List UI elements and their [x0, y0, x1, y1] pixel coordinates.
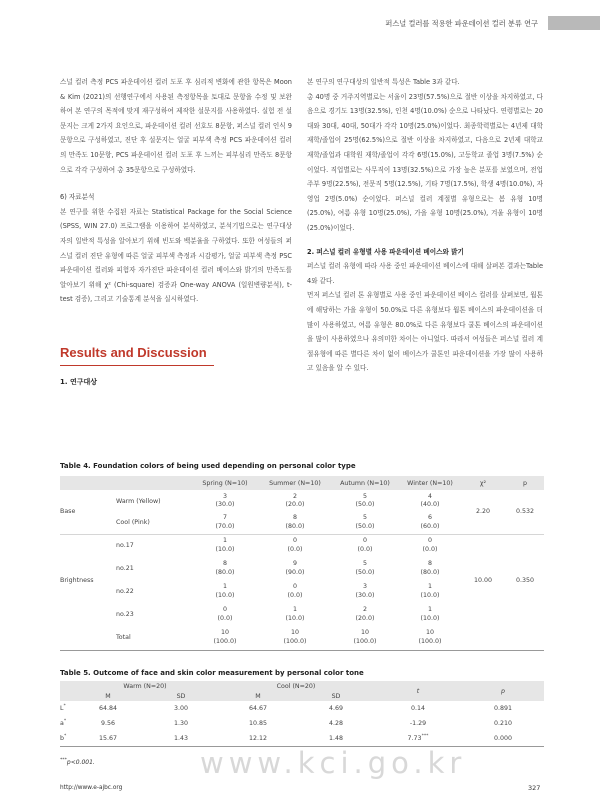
section-2-heading: 2. 퍼스널 컬러 유형별 사용 파운데이션 베이스와 밝기 — [307, 247, 464, 256]
table-row — [60, 701, 544, 716]
table-cell: (50.0) — [355, 522, 375, 530]
results-heading: Results and Discussion — [60, 345, 207, 360]
table5-header-t: t — [416, 687, 420, 695]
table5-sub-m: M — [255, 692, 261, 700]
running-header — [0, 0, 600, 38]
table-cell: (10.0) — [285, 614, 305, 622]
table5-sub-m: M — [105, 692, 111, 700]
table5-header-warm: Warm (N=20) — [123, 682, 167, 690]
table-cell: 1 — [222, 537, 227, 545]
table-cell: 1.43 — [173, 734, 189, 742]
table-cell: (100.0) — [213, 637, 237, 645]
table-cell: 7.73 — [407, 735, 422, 743]
table4-brightness-p: 0.350 — [515, 576, 535, 584]
footnote-sup: *** — [60, 758, 67, 763]
table-row — [60, 716, 544, 731]
header-bar — [548, 16, 600, 30]
table-cell: (0.0) — [217, 614, 233, 622]
table4-header-autumn: Autumn (N=10) — [340, 479, 390, 487]
table-cell: 1.48 — [328, 734, 344, 742]
table5-row-label: b — [60, 735, 64, 743]
right-paragraph-3: 퍼스널 컬러 유형에 따라 사용 중인 파운데이션 베이스에 대해 살펴본 결과는Table 4와 같다. — [307, 262, 543, 285]
table-cell: (80.0) — [420, 568, 440, 576]
table5-caption: Table 5. Outcome of face and skin color measurement by personal color tone — [60, 669, 364, 677]
table-cell: 0 — [362, 537, 367, 545]
table-row — [60, 731, 544, 746]
data-analysis-subheading: 6) 자료분석 — [60, 193, 95, 202]
table-cell: (10.0) — [215, 545, 235, 553]
table4-base-chi: 2.20 — [460, 490, 506, 534]
table-cell: 8 — [292, 514, 297, 522]
table-cell: 9 — [292, 560, 297, 568]
table-cell: (20.0) — [355, 614, 375, 622]
table-cell: 4 — [427, 492, 432, 500]
table-cell: (40.0) — [420, 501, 440, 508]
table-cell: 12.12 — [248, 734, 268, 742]
journal-url: http://www.e-ajbc.org — [60, 785, 123, 791]
table-cell: (80.0) — [285, 522, 305, 530]
table-cell: (0.0) — [357, 545, 373, 553]
table-cell: 15.67 — [98, 734, 118, 742]
table-cell: 5 — [362, 514, 367, 522]
table-cell: 9.56 — [100, 720, 116, 727]
table4-row-label: no.22 — [116, 588, 134, 595]
table-cell: 1 — [427, 606, 432, 614]
table5-row-sup: * — [64, 734, 67, 740]
page-number: 327 — [528, 784, 541, 792]
table-cell: (50.0) — [355, 501, 375, 508]
table-cell: (90.0) — [285, 568, 305, 576]
table-cell: (0.0) — [287, 545, 303, 553]
table-cell: 3.00 — [173, 705, 189, 712]
table-cell: 64.84 — [98, 705, 118, 712]
table-cell: 2 — [292, 492, 297, 500]
table-cell: (100.0) — [283, 637, 307, 645]
table-cell: (10.0) — [215, 591, 235, 599]
results-rule — [60, 365, 214, 366]
table5-sub-sd: SD — [331, 692, 341, 700]
table-cell: (30.0) — [215, 501, 235, 508]
table4-row-label: Cool (Pink) — [116, 512, 190, 534]
table-row — [60, 534, 544, 557]
table4-header-cell — [60, 476, 116, 490]
table-cell: 64.67 — [248, 705, 268, 712]
table-cell: 10 — [290, 629, 299, 637]
table-cell: 3 — [222, 492, 227, 500]
table4-caption: Table 4. Foundation colors of being used depending on personal color type — [60, 462, 356, 470]
table5-sub-sd: SD — [176, 692, 186, 700]
table-cell: 0.210 — [493, 720, 513, 727]
table4-header-winter: Winter (N=10) — [407, 479, 453, 487]
table-cell: 10 — [425, 629, 434, 637]
table4 — [60, 476, 544, 651]
table4-row-label: no.21 — [116, 565, 134, 572]
table-cell: 6 — [427, 514, 432, 522]
table-cell: 0 — [292, 537, 297, 545]
table-cell: 7 — [222, 514, 227, 522]
table4-header-row — [60, 476, 544, 490]
table-cell: 0 — [222, 606, 227, 614]
table-cell: (30.0) — [355, 591, 375, 599]
table-cell: (60.0) — [420, 522, 440, 530]
left-paragraph-2: 본 연구를 위한 수집된 자료는 Statistical Package for the Social Science (SPSS, WIN 27.0) 프로그램을 이용하여 분석하였고, 분석기법으로는 연구대상자의 일반적 특성을 알아보기 위해 빈도와 백분율을 구하였다. 또한 여성들의 퍼스널 컬러 진단 유형에 따른 얼굴 피부색 측정과 시감평가, 얼굴 피부색 측정 PSC 파운데이션 컬러와 피험자 자가진단 파운데이션 컬러 베이스와 밝기의 만족도를 알아보기 위해 χ² (Chi-square) 검증과 One-way ANOVA (일원변량분석), t-test 검증), 그리고 기술통계 분석을 실시하였다. — [60, 207, 292, 304]
table4-header-cell — [116, 476, 190, 490]
table-cell: (80.0) — [215, 568, 235, 576]
table4-header-summer: Summer (N=10) — [269, 479, 321, 487]
significance-mark: *** — [421, 734, 429, 740]
table4-header-p: p — [523, 479, 527, 487]
table-cell: (50.0) — [355, 568, 375, 576]
table-cell: 0.891 — [493, 705, 513, 712]
table4-group-base: Base — [60, 490, 116, 534]
table5-header-cool: Cool (N=20) — [276, 682, 316, 690]
table-cell: (0.0) — [287, 591, 303, 599]
table-cell: 0.14 — [410, 705, 426, 712]
table-cell: -1.29 — [409, 720, 427, 727]
table-cell: 1.30 — [173, 720, 189, 727]
table-row — [60, 626, 544, 650]
table4-group-brightness: Brightness — [60, 576, 94, 584]
table4-base-p: 0.532 — [506, 490, 544, 534]
table4-row-label: Warm (Yellow) — [116, 497, 161, 505]
left-column — [60, 75, 292, 307]
right-paragraph-4: 먼저 퍼스널 컬러 톤 유형별로 사용 중인 파운데이션 베이스 컬러를 살펴보면, 웜톤에 해당하는 가을 유형이 50.0%로 다른 유형보다 웜톤 베이스의 파운데이션을 더 많이 사용하였고, 여름 유형은 80.0%로 다른 유형보다 쿨톤 베이스의 파운데이션을 많이 사용하였으나 유의미한 차이는 아니었다. 따라서 여성들은 퍼스널 컬러 계절유형에 따른 별다른 차이 없이 베이스가 쿨톤인 파운데이션을 가장 많이 사용하고 있음을 알 수 있다. — [307, 291, 543, 373]
table4-total-label: Total — [116, 634, 131, 642]
table-cell: (10.0) — [420, 614, 440, 622]
table4-row-label: no.23 — [116, 611, 134, 618]
running-title: 퍼스널 컬러를 적용한 파운데이션 컬러 분류 연구 — [385, 19, 538, 28]
table-cell: 4.28 — [328, 720, 344, 727]
table5-row-label: a — [60, 720, 64, 728]
right-paragraph-2: 총 40명 중 거주지역별로는 서울이 23명(57.5%)으로 절반 이상을 차지하였고, 다음으로 경기도 13명(32.5%), 인천 4명(10.0%) 순으로 나타났다. 연령별로는 20대와 30대, 40대, 50대가 각각 10명(25.0%)이었다. 최종학력별로는 4년제 대학 재학/졸업이 25명(62.5%)으로 절반 이상을 차지하였고, 다음으로 2년제 대학교 재학/졸업과 대학원 재학/졸업이 각각 6명(15.0%), 고등학교 졸업 3명(7.5%) 순이었다. 직업별로는 사무직이 13명(32.5%)으로 가장 높은 분포를 보였으며, 전업주부 9명(22.5%), 전문직 5명(12.5%), 기타 7명(17.5%), 학생 4명(10.0%), 자영업 2명(5.0%) 순이었다. 퍼스널 컬러 계절별 유형으로는 봄 유형 10명(25.0%), 여름 유형 10명(25.0%), 가을 유형 10명(25.0%), 겨울 유형이 10명(25.0%)이었다. — [307, 92, 543, 232]
table-cell: (20.0) — [285, 501, 305, 508]
table-cell: 8 — [427, 560, 432, 568]
table-cell: (10.0) — [420, 591, 440, 599]
table-cell: 1 — [222, 583, 227, 591]
footnote-text: p<0.001. — [66, 759, 95, 766]
table4-header-spring: Spring (N=10) — [202, 479, 248, 487]
table4-row-label: no.17 — [116, 542, 134, 550]
table-cell: (70.0) — [215, 522, 235, 530]
table4-brightness-chi: 10.00 — [473, 576, 493, 584]
table-cell: 5 — [362, 560, 367, 568]
table4-header-chi: χ² — [479, 479, 487, 487]
table-cell: 8 — [222, 560, 227, 568]
table-cell: 0 — [292, 583, 297, 591]
right-column — [307, 75, 543, 376]
table-cell: 3 — [362, 583, 367, 591]
table5-row-sup: * — [63, 719, 67, 725]
right-paragraph-1: 본 연구의 연구대상의 일반적 특성은 Table 3과 같다. — [307, 78, 460, 86]
table-cell: 0 — [427, 537, 432, 545]
table5-header-p: p — [501, 687, 505, 695]
table-cell: 10.85 — [248, 720, 268, 727]
table-cell: (100.0) — [418, 637, 442, 645]
table-cell: (100.0) — [353, 637, 377, 645]
table-cell: 4.69 — [328, 705, 344, 712]
table-cell: 2 — [362, 606, 367, 614]
table5-row-label: L — [60, 705, 64, 713]
table-cell: (0.0) — [422, 545, 438, 553]
table-cell: 1 — [292, 606, 297, 614]
table-cell: 0.000 — [493, 734, 513, 742]
table-cell: 10 — [220, 629, 229, 637]
subsection-1-heading: 1. 연구대상 — [60, 378, 98, 386]
table5-header-row — [60, 681, 544, 691]
kci-watermark: www.kci.go.kr — [200, 746, 467, 780]
table-row — [60, 490, 544, 512]
left-paragraph-1: 스널 컬러 측정 PCS 파운데이션 컬러 도포 후 심리적 변화에 관한 항목은 Moon & Kim (2021)의 선행연구에서 사용된 측정항목을 토대로 문항을 수정 및 보완하여 본 연구의 목적에 맞게 재구성하여 제작한 설문지를 사용하였다. 실험 전 설문지는 크게 2가지 요인으로, 파운데이션 컬러 선호도 8문항, 퍼스널 컬러 인식 9문항으로 구성하였고, 진단 후 설문지는 얼굴 피부색 측정 PCS 파운데이션 컬러의 만족도 10문항, PCS 파운데이션 컬러 도포 후 느끼는 피부심리 만족도 8문항으로 각각 구성하여 총 35문항으로 구성하였다. — [60, 78, 292, 174]
table-cell: 5 — [362, 492, 367, 500]
table5-footnote — [60, 758, 95, 766]
table5 — [60, 681, 544, 747]
table-cell: 1 — [427, 583, 432, 591]
table-cell: 10 — [360, 629, 369, 637]
table5-row-sup: * — [63, 704, 66, 710]
